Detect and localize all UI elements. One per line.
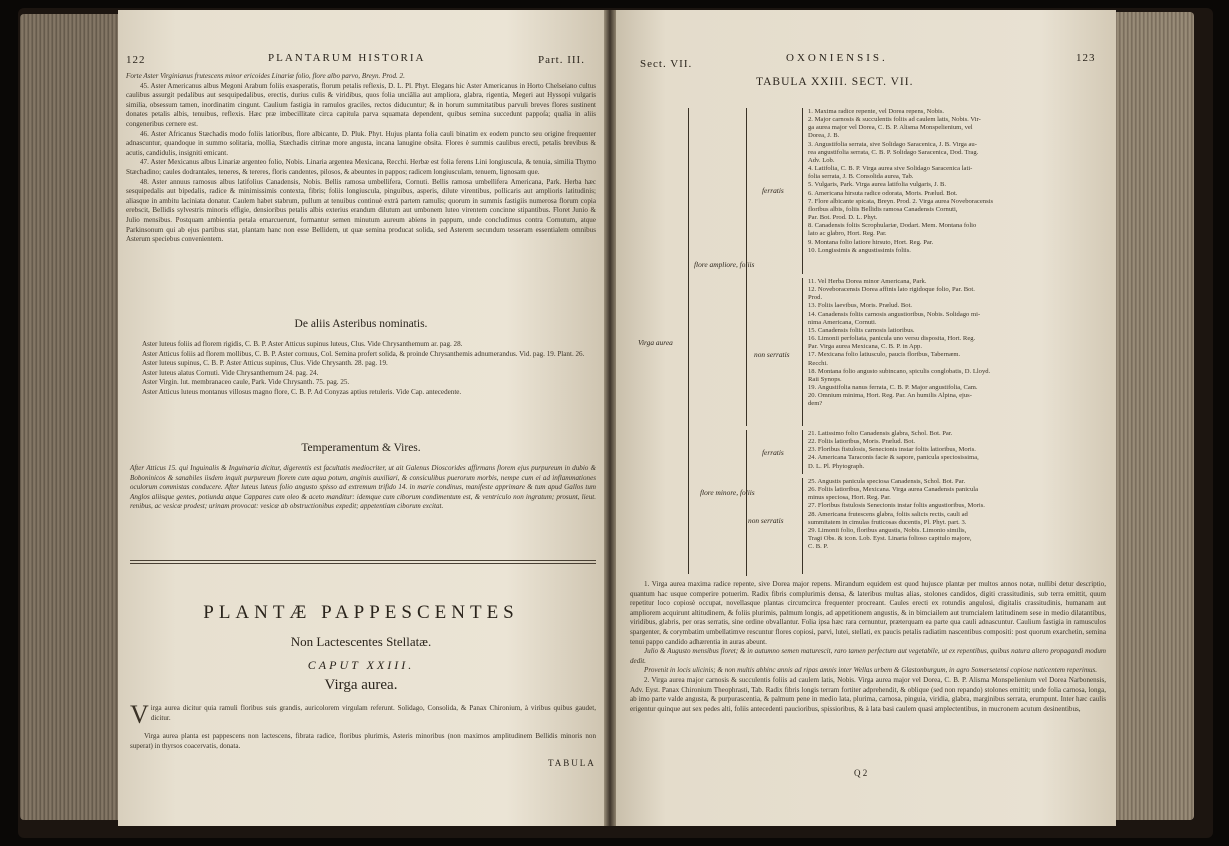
sub-brace: [802, 430, 803, 474]
paragraph: Provenit in locis ulicinis; & non multis abhinc annis ad ripas amnis inter Wellas urbem & Glastonburgum, in agro Somersetensi copiose naticentem reperimus.: [644, 666, 1098, 675]
paragraph: 2. Virga aurea major carnosis & succulentis foliis ad caulem latis, Nobis. Virga aurea major vel Dorea, C. B. P. Alisma Monspelienium vel Dorea Narbonensis, Adv. Eyst. Panax Chironium Theophrasti, Tab. Radix fibris longis terram fortiter adprehendit, & oblique (sed non repando) stolones emittit; unde folia carnosa, longa, ab imo parte valde angusta, & purpurascentia, & palmum pene in medio lata, plurima, carnosa, pinguia, viridia, glabra, marginibus serrata, erumpunt. Inter hæc caulis erigentur quinque aut sex pedes alti, foliis antecedenti paucioribus, spissioribus, & à lata basi caulem quasi amplectentibus, in mucronem acutum desinentibus,: [630, 675, 1106, 713]
table-entry: Prod.: [808, 294, 823, 302]
tree-sub-label: non serratis: [754, 350, 790, 359]
table-entry: 28. Americana frutescens glabra, foliis salicis rectis, cauli ad: [808, 510, 968, 518]
table-entry: 18. Montana folio angusto subincano, spiculis conglobatis, D. Lloyd.: [808, 367, 991, 375]
chapter-subtitle: Non Lactescentes Stellatæ.: [290, 634, 432, 649]
table-entry: 5. Vulgaris, Park. Virga aurea latifolia vulgaris, J. B.: [808, 181, 947, 189]
paragraph: Forte Aster Virginianus frutescens minor ericoides Linariæ folio, flore albo parvo, Breyn. Prod. 2.: [126, 72, 405, 80]
left-running-title: PLANTARUM HISTORIA: [268, 52, 426, 64]
list-item: Aster Virgin. lut. membranaceo caule, Park. Vide Chrysanth. 75. pag. 25.: [142, 378, 350, 387]
branch-brace: [746, 430, 747, 576]
table-entry: 22. Foliis latioribus, Moris. Prælud. Bot.: [808, 438, 915, 446]
table-title: TABULA XXIII. SECT. VII.: [756, 76, 914, 88]
sub-brace: [802, 108, 803, 274]
table-entry: 8. Canadensis foliis Scrophulariæ, Dodart. Mem. Montana folio: [808, 222, 977, 230]
table-entry: 21. Latissimo folio Canadensis glabra, Schol. Bot. Par.: [808, 430, 953, 437]
sub-brace: [802, 478, 803, 574]
paragraph: 47. Aster Mexicanus albus Linariæ argenteo folio, Nobis. Linaria argentea Mexicana, Recchi. Herbæ est folia ferens Lini longiuscula, & tenuia, similia Thymo Stæchadino; caules dodrantales, teneres, & tereres, floris candentes, pilosos, & abeuntes in pappos; radicem longiusculam, tenuem, lignosam que.: [126, 158, 596, 176]
table-entry: Par. Bot. Prod. D. L. Phyt.: [808, 214, 878, 222]
table-entry: 20. Omnium minima, Hort. Reg. Par. An humilis Alpina, ejus-: [808, 392, 972, 400]
table-entry: 13. Foliis laevibus, Moris. Prælud. Bot.: [808, 302, 913, 310]
table-entry: summitatem in cimulas fruticosas ducentis, Pl. Phyt. part. 3.: [808, 518, 967, 526]
table-entry: 29. Limonii folio, floribus angustis, Nobis. Limonio similis,: [808, 526, 967, 534]
chapter-number: CAPUT XXIII.: [307, 658, 415, 672]
chapter-intro: [130, 700, 596, 729]
table-entry: 14. Canadensis foliis carnosis angustioribus, Nobis. Solidago mi-: [808, 310, 981, 318]
signature-mark: Q 2: [854, 768, 868, 778]
table-entry: dem?: [808, 400, 823, 408]
left-top-text: [126, 72, 596, 245]
list-item: Aster luteus foliis ad florem rigidis, C. B. P. Aster Atticus supinus luteus, Clus. Vide Chrysanthemum ar. pag. 28.: [142, 340, 463, 348]
table-entry: 11. Vel Herba Dorea minor Americana, Park.: [808, 278, 927, 285]
divider: [130, 563, 596, 564]
catchword: TABULA: [548, 758, 596, 768]
table-entry: 10. Longissimis & angustissimis foliis.: [808, 246, 911, 254]
table-entry: Par. Virga aurea Mexicana, C. B. P. in App.: [808, 343, 923, 351]
table-entries-group1: [808, 108, 1108, 255]
fore-edge-left: [20, 14, 118, 820]
paragraph: 48. Aster annuus ramosus albus latifolius Canadensis, Nobis. Bellis ramosa umbellifera, Cornuti. Bellis ramosa umbellifera Americana, Park. Herba hæc sesquipedalis aut bipedalis, radice & minimissimis contexta, fibris; foliis longiuscula, pinguibus, asperis, dilute virentibus, pollicaris aut amplioris latitudinis; aliasque in ambitu laciniata donatur. Caulem habet stabrum, pullum at tenuibus continuè extrà partem ramulis; quorum in summis fastigiis numerosa florum copia erebscit, Bellidis sylvestris minoris effigie, densioribus petalis albis exterius erandum dilutum aut umbonem luteo virentem concinne stipantibus. Floret Junio & Julio mensibus. Postquam ambientia petala emarcuerunt, formantur semen minutum aureum abiens in pappum, unde concludimus contra Cornutum, atque Parkinsonum qui ab ejus partibus stat, plantam hanc non esse Bellidem, ut quæ semina producat solida, sed Asterem secundum tesseram essentialem omnibus Asterum speciebus convenientem.: [126, 177, 596, 244]
left-part-label: Part. III.: [538, 54, 585, 66]
right-page: [616, 10, 1116, 826]
section-heading-temperamentum: Temperamentum & Vires.: [301, 442, 421, 454]
table-entry: 6. Americana hirsuta radice odorata, Moris. Prælud. Bot.: [808, 189, 958, 197]
table-entry: Recchi.: [808, 359, 828, 367]
table-entry: 1. Maxima radice repente, vel Dorea repens, Nobis.: [808, 108, 945, 115]
left-page-number: 122: [126, 54, 146, 66]
table-entry: 17. Mexicana folio latiusculo, paucis floribus, Tabernæm.: [808, 351, 961, 359]
table-entry: 9. Montana folio latiore hirsuto, Hort. Reg. Par.: [808, 238, 934, 246]
table-entry: 3. Angustifolia serrata, sive Solidago Saracenica, J. B. Virga au-: [808, 140, 977, 148]
table-entry: 7. Flore albicante spicata, Breyn. Prod. 2. Virga aurea Noveboracensis: [808, 197, 994, 205]
table-entries-group4: [808, 478, 1108, 551]
table-entry: lato ac glabro, Hort. Reg. Par.: [808, 230, 887, 238]
chapter-title: Virga aurea.: [324, 677, 398, 693]
table-entry: 15. Canadensis foliis carnosis latioribus.: [808, 326, 915, 334]
tree-sub-label: non serratis: [748, 516, 784, 525]
paragraph: 46. Aster Africanus Stæchadis modo foliis latioribus, flore albicante, D. Pluk. Phyt. Hujus planta folia cauli binatim ex eodem puncto seu origine frequenter adnascuntur, quandoque in summo solitaria, mollia, Stæchadis citrinæ more angusta, incana lanugine obsita. Flores è summis caulibus erecti, petalis brevibus & acutis, candidulis, insigniti emicant.: [126, 129, 596, 157]
table-entry: 16. Limonii perfoliata, panicula uno versu disposita, Hort. Reg.: [808, 335, 976, 343]
list-item: Aster luteus alatus Cornuti. Vide Chrysanthemum 24. pag. 24.: [142, 368, 319, 377]
list-item: Aster Atticus luteus montanus villosus magno flore, C. B. P. Ad Conyzas aptius retuleris. Vide Cap. antecedente.: [142, 387, 462, 396]
table-entry: C. B. P.: [808, 543, 828, 551]
table-entry: 12. Noveboracensis Dorea affinis lato rigidoque folio, Par. Bot.: [808, 286, 975, 294]
list-item: Aster Atticus foliis ad florem mollibus, C. B. P. Aster cornuus, Col. Semina profert solida, & proinde Chrysanthemis adnumerandus. Vid. pag. 19. Plant. 26.: [142, 349, 585, 358]
table-entry: Adv. Lob.: [808, 156, 835, 164]
table-entry: 27. Floribus fistulosis Senecionis instar foliis angustioribus, Moris.: [808, 502, 985, 510]
table-entry: rea angustifolia serrata, C. B. P. Solidago Saracenica, Dod. Trag.: [808, 148, 979, 156]
right-body-text: [630, 580, 1106, 714]
list-item: Aster luteus supinus, C. B. P. Aster Atticus supinus, Clus. Vide Chrysanth. 28. pag. 19.: [142, 359, 388, 368]
tree-branch-label: flore ampliore, foliis: [694, 260, 755, 269]
table-entry: 26. Foliis latioribus, Mexicana. Virga aurea Canadensis panicula: [808, 486, 979, 494]
table-entry: folia serrata, J. B. Consolida aurea, Tab.: [808, 173, 914, 181]
fore-edge-right: [1116, 12, 1194, 820]
table-entries-group3: [808, 430, 1108, 471]
paragraph: Julio & Augusto mensibus floret; & in autumno semen maturescit, raro tamen perfectum aut vegetabile, ut ex repentibus, quibus natura altero propagandi modum dedit.: [630, 647, 1106, 665]
tree-root-label: Virga aurea: [638, 338, 673, 347]
sub-brace: [802, 278, 803, 426]
table-entry: 25. Angustis panicula speciosa Canadensis, Schol. Bot. Par.: [808, 478, 966, 485]
table-entry: 24. Americana Taraconis facie & sapore, panicula speciosissima,: [808, 454, 979, 462]
table-entry: 19. Angustifolia nanus ferrata, C. B. P. Major angustifolia, Cam.: [808, 384, 978, 392]
chapter-definition: Virga aurea planta est pappescens non lactescens, fibrata radice, floribus plurimis, Asteris minoribus (non maximos amplitudinem Bellidis minoris non superat) in thyrsos coacervatis, donata.: [130, 732, 596, 750]
section-heading-other-asters: De aliis Asteribus nominatis.: [294, 318, 428, 330]
table-entry: 2. Major carnosis & succulentis foliis ad caulem latis, Nobis. Vir-: [808, 116, 981, 124]
right-running-title: OXONIENSIS.: [786, 52, 888, 64]
chapter-group-title: PLANTÆ PAPPESCENTES: [203, 602, 519, 623]
right-section-label: Sect. VII.: [640, 58, 693, 70]
other-asters-list: [142, 340, 594, 398]
paragraph: 45. Aster Americanus albus Megoni Arabum foliis exasperatis, florum petalis reflexis, D. L. Pl. Phyt. Elegans hic Aster Americanus in Horto Chelseiano cultus caulibus assurgit pedalibus aut sesquipedalibus, erectis, durius culis & viridibus, quos folia unciâlia aut ampliora, glabra, rigentia, Megeri aut Hyssopi vulgaris similia, obsessum tamen, inordinatim cingunt. Caulium fastigia in ramulos graciles, rectos diducuntur; & in horum summitatibus parvuli breves flores sustinent donates petalis albis, tenuibus, reflexis. Hæc præ imbecillitate circa capitula parva squamata dependent, quibus semina succedunt pappoſa; qualia in aliis congeneribus cernere est.: [126, 81, 596, 128]
table-entry: Tragi Obs. & icon. Lob. Eyst. Linaria folioso capitulo majore,: [808, 535, 972, 543]
table-entry: minus speciosa, Hort. Reg. Par.: [808, 494, 891, 502]
tree-sub-label: ferratis: [762, 448, 784, 457]
table-entry: 4. Latifolia, C. B. P. Virga aurea sive Solidago Saracenica lati-: [808, 165, 973, 173]
intro-text: irga aurea dicitur quia ramuli floribus suis grandis, auricolorem virgulam referunt. Solidago, Consolida, & Panax Chironium, à viribus quibus gaudet, dicitur.: [150, 704, 596, 722]
divider: [130, 560, 596, 561]
table-entry: ga aurea major vel Dorea, C. B. P. Alisma Monspelienium, vel: [808, 124, 973, 132]
book-gutter: [604, 10, 616, 826]
temperamentum-text: After Atticus 15. qui Inguinalis & Inguinaria dicitur, digerentis est facultatis mediocriter, ut ait Galenus Dioscorides affirmans florem ejus purpureum in dubio & Boboninicos & sanabiles iisdem inquit purpureum florem cum aqua potum, anginis auxiliari, & consiculibus puerorum morbis, nempe cum ei ad inflammationes oculorum commistas conducere. After luteus luteus folio angusto spisso ad extremum trifido 14. in marie condinus, manifeste apprimare & tum apud Gallos tum Anglos aliisque gentes, potiunda atque Cappares cum oleo & aceto manditur: idemque cum ciborum condimentum est, & ventriculo non ingratum; prosunt, lieut. renibus, ac vesicæ prodest; urinam provocat: vesicæ ab obstructionibus expedit; appetentiam ciborum excitat.: [130, 464, 596, 511]
right-page-number: 123: [1076, 52, 1096, 64]
paragraph: 1. Virga aurea maxima radice repente, sive Dorea major repens. Mirandum equidem est quod hujusce plantæ per multos annos notæ, nullibi detur descriptio, quantum hac usque comperire potuerim. Radix fibris complurimis densa, & lateribus multas alias, stolones candidos, digiti crassitudinis, sub terra emittit, quum repetitur loco copiosè occupat, novellasque plantas circumcirca frequenter procreant. Caules erecti ex rotundis angulosi, digitalis crassitudinis, humanam aut ampliorem acquirunt altitudinem, & foliis plurimis, palmum longis, ad appetitionem angustis, & in bimciailem aut trumcialem latitudinem sese in medio dilatantibus, viridibus, glabris, per oras serratis, sine ordine obvallantur. Folia ipsa hæc rara cernuntur, præterquam ea parte qua cauli adnascuntur. Caulium fastigia in ramusculos spargenter, & corymbatim umbellatimve rescuntur flores copiosi, parvi, lutei, stellati, ex paucis petalis radiatim nascentibus compositi: post quorum exarchetin, semina tenui pappo candido adhærentia in auras abeunt.: [630, 580, 1106, 646]
table-entry: D. L. Pl. Phytograph.: [808, 462, 865, 470]
table-entry: nima Americana, Cornuti.: [808, 318, 877, 326]
root-brace: [688, 108, 689, 574]
left-page: [118, 10, 604, 826]
tree-branch-label: flore minore, foliis: [700, 488, 755, 497]
table-entries-group2: [808, 278, 1108, 409]
drop-cap: V: [130, 700, 149, 729]
tree-sub-label: ferratis: [762, 186, 784, 195]
table-entry: Raii Synops.: [808, 375, 842, 383]
table-entry: Dorea, J. B.: [808, 132, 840, 140]
table-entry: 23. Floribus fistulosis, Senecionis instar foliis latioribus, Moris.: [808, 446, 976, 454]
table-entry: floribus albis, foliis Bellidis ramosa Canadensis Cornuti,: [808, 205, 958, 213]
